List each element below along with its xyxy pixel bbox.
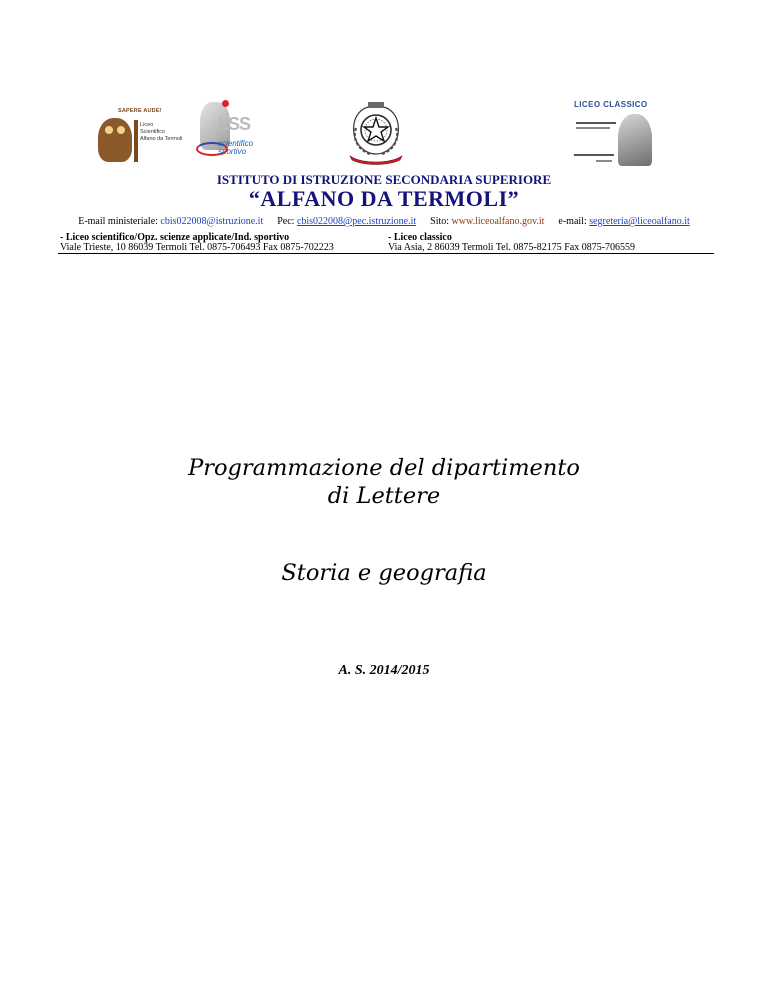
lss-subtitle-line: scientifico (218, 139, 254, 148)
logo-divider (134, 120, 138, 162)
sapere-aude-line: Scientifico (140, 129, 166, 135)
document-subject: Storia e geografia (281, 560, 487, 586)
logo-row (0, 96, 768, 170)
classical-bust-icon (618, 114, 652, 166)
liceo-classico-logo (572, 100, 656, 166)
italian-republic-emblem-icon (344, 98, 408, 166)
lss-sportivo-logo (192, 100, 262, 166)
institute-heading: ISTITUTO DI ISTRUZIONE SECONDARIA SUPERIORE (216, 172, 552, 187)
contact-line (0, 216, 768, 227)
lss-subtitle-line: sportivo (218, 147, 247, 156)
pec-label: Pec: (277, 216, 295, 227)
pec-link[interactable]: cbis022008@pec.istruzione.it (296, 216, 417, 227)
site-address: Viale Trieste, 10 86039 Termoli Tel. 0875-706493 Fax 0875-702223 (60, 242, 334, 253)
school-name: “ALFANO DA TERMOLI” (248, 186, 520, 211)
site-name: - Liceo classico (388, 232, 452, 243)
email-link[interactable]: cbis022008@istruzione.it (160, 216, 264, 227)
quote-line (574, 154, 614, 156)
document-title-line: Programmazione del dipartimento (188, 455, 580, 481)
site-classico (388, 233, 635, 253)
email-label: E-mail ministeriale: (78, 216, 158, 227)
site-scientifico (60, 233, 334, 253)
lss-text: LSS (218, 114, 251, 134)
sapere-aude-logo (96, 108, 196, 164)
sapere-aude-line: Liceo (140, 122, 154, 128)
quote-line (576, 127, 610, 129)
website-link[interactable]: www.liceoalfano.gov.it (451, 216, 545, 227)
red-dot-icon (222, 100, 229, 107)
document-title-line: di Lettere (327, 483, 441, 509)
document-title (0, 454, 768, 510)
school-sites (58, 233, 714, 254)
owl-icon (98, 118, 132, 162)
site-name: - Liceo scientifico/Opz. scienze applicate/Ind. sportivo (60, 232, 290, 243)
secretary-email-link[interactable]: segreteria@liceoalfano.it (589, 216, 690, 227)
quote-line (576, 122, 616, 124)
site-label: Sito: (430, 216, 450, 227)
sapere-aude-line: Alfano da Termoli (140, 136, 183, 142)
site-address: Via Asia, 2 86039 Termoli Tel. 0875-82175 Fax 0875-706559 (388, 242, 636, 253)
sapere-aude-text (140, 122, 182, 143)
quote-line (596, 160, 612, 162)
lss-subtitle (218, 140, 253, 156)
school-year: A. S. 2014/2015 (338, 663, 430, 678)
sapere-aude-heading: SAPERE AUDE! (118, 108, 162, 114)
liceo-classico-heading: LICEO CLASSICO (574, 100, 648, 109)
email2-label: e-mail: (558, 216, 587, 227)
